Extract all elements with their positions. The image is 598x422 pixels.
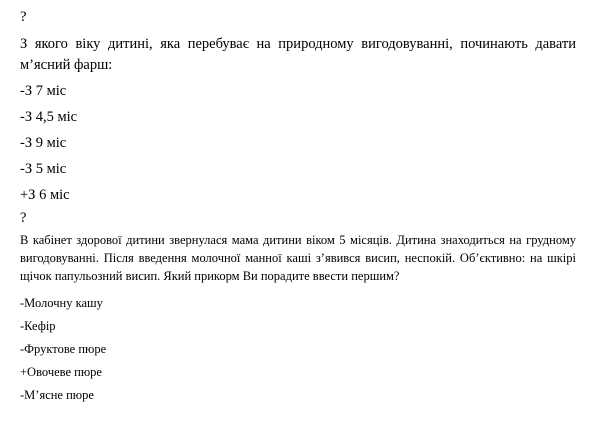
answer-option: -З 5 міс [20,161,67,177]
answer-option: -М’ясне пюре [20,388,94,402]
question-text: В кабінет здорової дитини звернулася мама дитини віком 5 місяців. Дитина знаходиться на грудному вигодовуванні. Після введення молочної манної каші з’явився висип, неспокій. Об’єктивно: на шкірі щічок папульозний висип. Який прикорм Ви порадите ввести першим? [20,233,576,283]
answer-option-correct: +З 6 міс [20,187,70,203]
question-text: З якого віку дитині, яка перебуває на природному вигодовуванні, починають давати м’ясний фарш: [20,36,576,73]
answer-option: -Кефір [20,319,56,333]
answer-option: -З 7 міс [20,83,67,99]
question-block-2 [20,208,576,404]
answer-option: -З 4,5 міс [20,109,78,125]
question-marker: ? [20,9,27,25]
question-marker: ? [20,210,27,226]
answer-option: -Фруктове пюре [20,342,107,356]
answer-option: -Молочну кашу [20,296,103,310]
document-page [20,0,576,404]
question-block-1 [20,0,576,206]
answer-option-correct: +Овочеве пюре [20,365,102,379]
answer-option: -З 9 міс [20,135,67,151]
